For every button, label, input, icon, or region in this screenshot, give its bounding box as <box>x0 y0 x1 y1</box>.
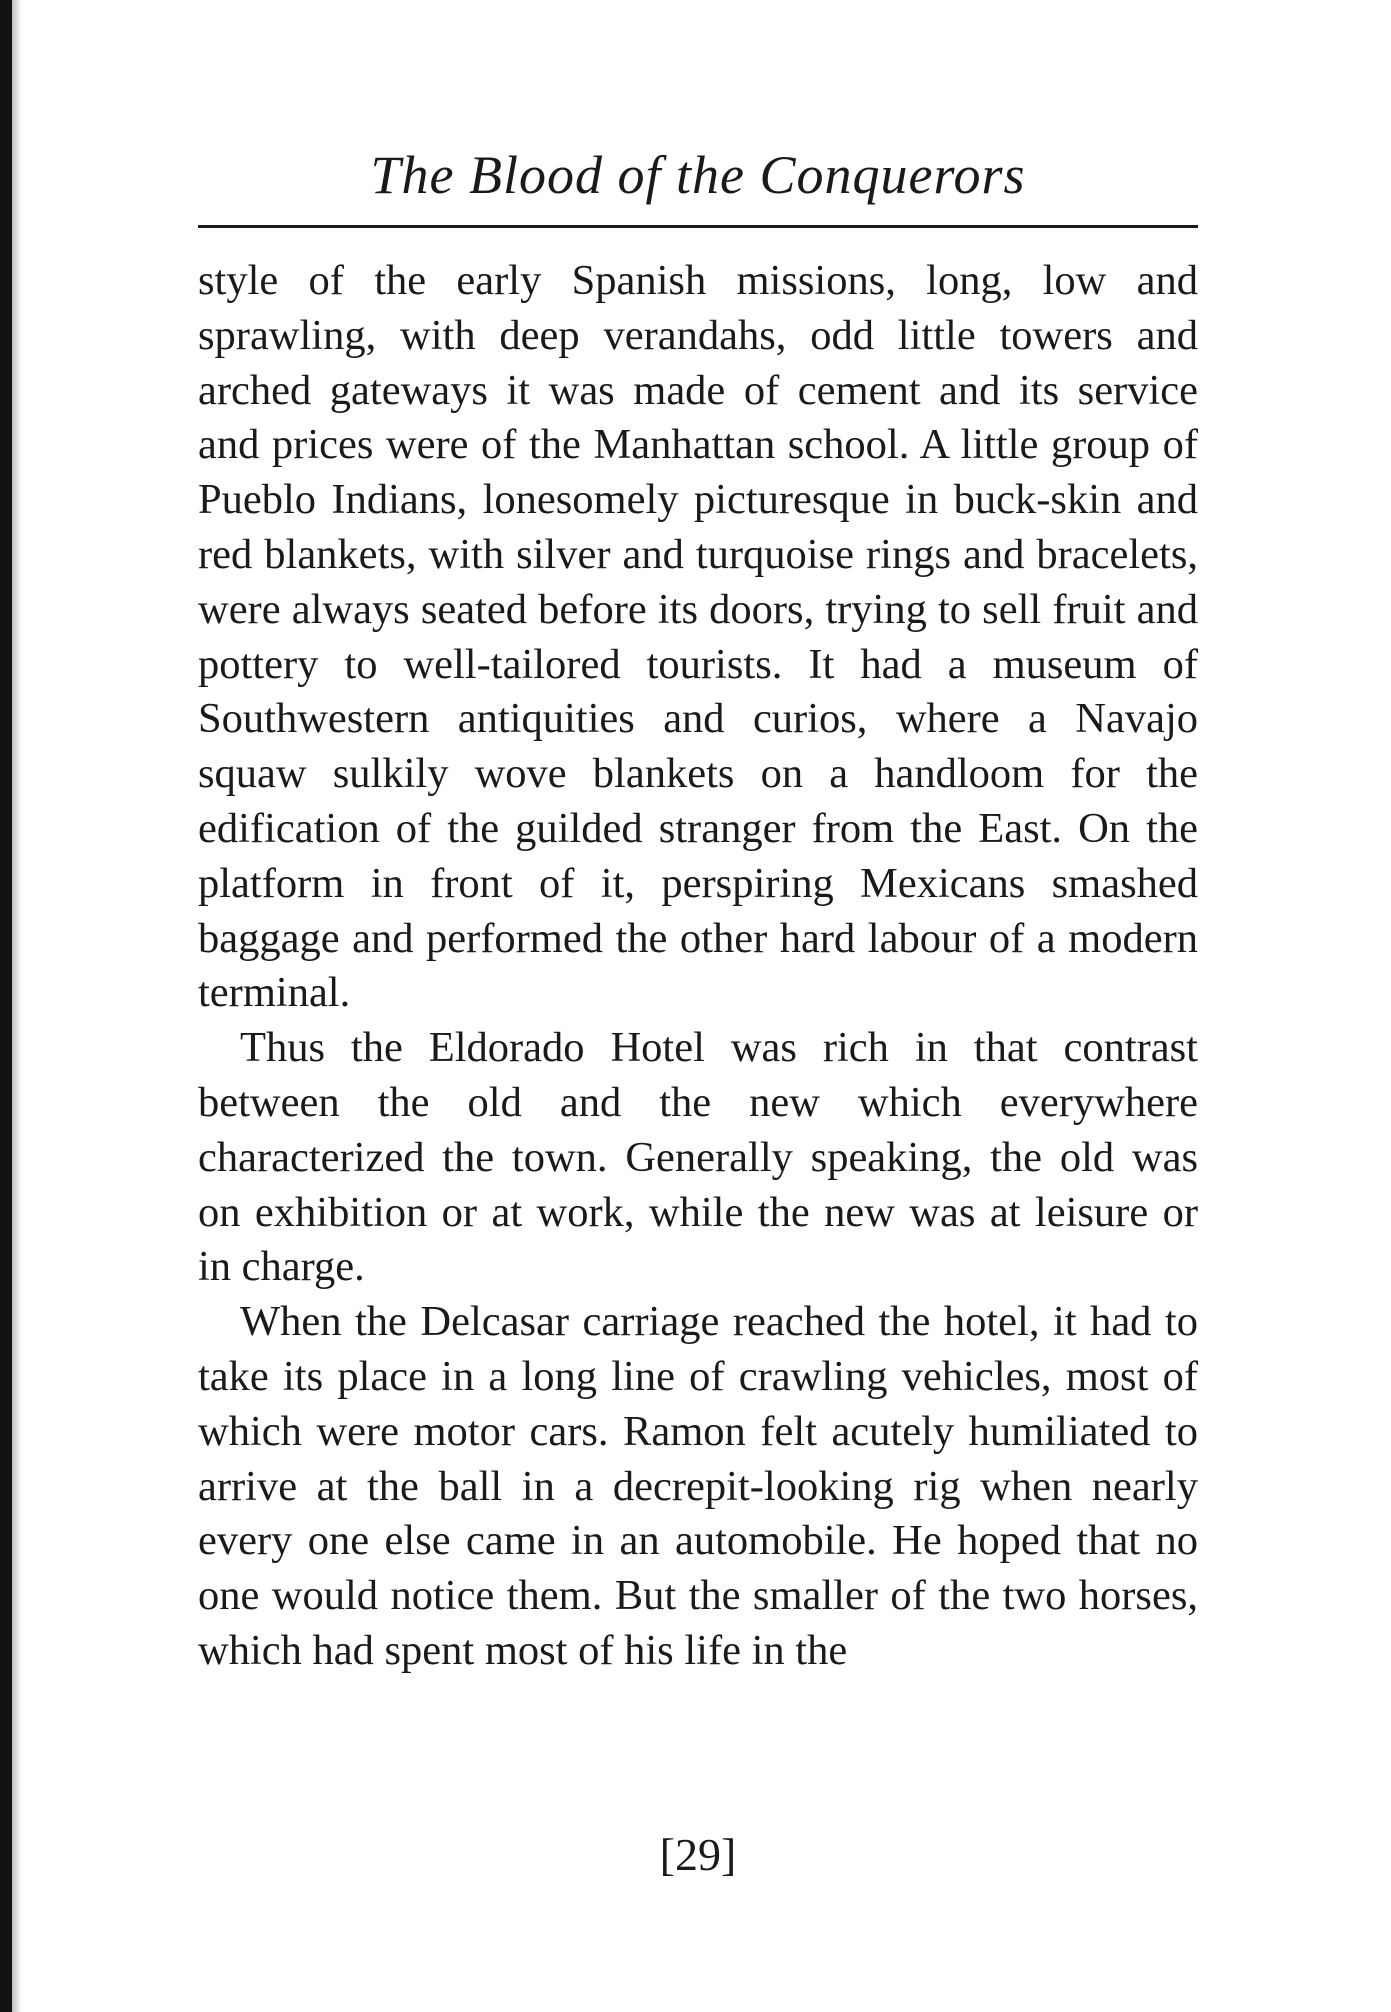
paragraph: Thus the Eldorado Hotel was rich in that contrast between the old and the new which everywhere characterized the town. Generally speaking, the old was on exhibition or at work, while the new was at leisure or in charge. <box>198 1024 1198 1291</box>
paragraph: When the Delcasar carriage reached the hotel, it had to take its place in a long line of crawling vehicles, most of which were motor cars. Ramon felt acutely humiliated to arrive at the ball in a decrepit-looking rig when nearly every one else came in an automobile. He hoped that no one would notice them. But the smaller of the two horses, which had spent most of his life in the <box>198 1298 1198 1674</box>
binding-edge <box>0 0 12 2012</box>
paragraph-continued: style of the early Spanish missions, long, low and sprawling, with deep verandahs, odd little towers and arched gateways it was made of cement and its service and prices were of the Manhattan school. A little group of Pueblo Indians, lonesomely picturesque in buck-skin and red blankets, with silver and turquoise rings and bracelets, were always seated before its doors, trying to sell fruit and pottery to well-tailored tourists. It had a museum of Southwestern antiquities and curios, where a Navajo squaw sulkily wove blankets on a handloom for the edification of the guilded stranger from the East. On the platform in front of it, perspiring Mexicans smashed baggage and performed the other hard labour of a modern terminal. <box>198 257 1198 1017</box>
body-text <box>198 254 1198 1679</box>
running-head: The Blood of the Conquerors <box>370 145 1026 205</box>
page-number: [29] <box>659 1829 737 1880</box>
binding-shadow <box>12 0 22 2012</box>
header-rule <box>198 225 1198 228</box>
